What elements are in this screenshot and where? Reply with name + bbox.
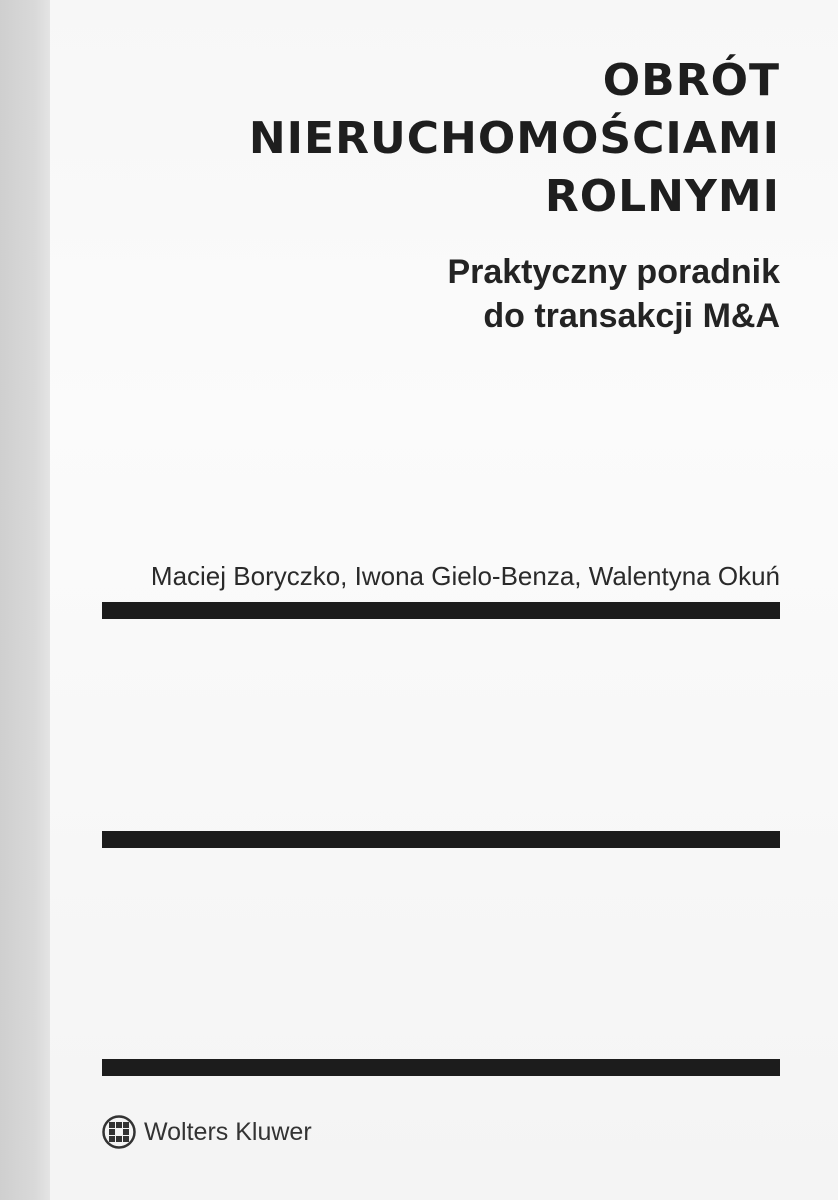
divider-rule-top [102,602,780,619]
divider-rule-bottom [102,1059,780,1076]
publisher-mark [102,1114,312,1150]
subtitle-line-2: do transakcji M&A [483,297,780,335]
book-title [249,52,780,226]
title-line-2: NIERUCHOMOŚCIAMI [248,113,780,164]
publisher-name: Wolters Kluwer [144,1117,312,1146]
book-subtitle [447,250,780,338]
subtitle-line-1: Praktyczny poradnik [447,253,780,291]
title-line-3: ROLNYMI [544,171,780,222]
wolters-kluwer-logo-icon [102,1115,136,1149]
title-line-1: OBRÓT [602,55,780,106]
book-spine-edge [0,0,50,1200]
divider-rule-middle [102,831,780,848]
book-authors: Maciej Boryczko, Iwona Gielo-Benza, Walentyna Okuń [150,561,780,591]
